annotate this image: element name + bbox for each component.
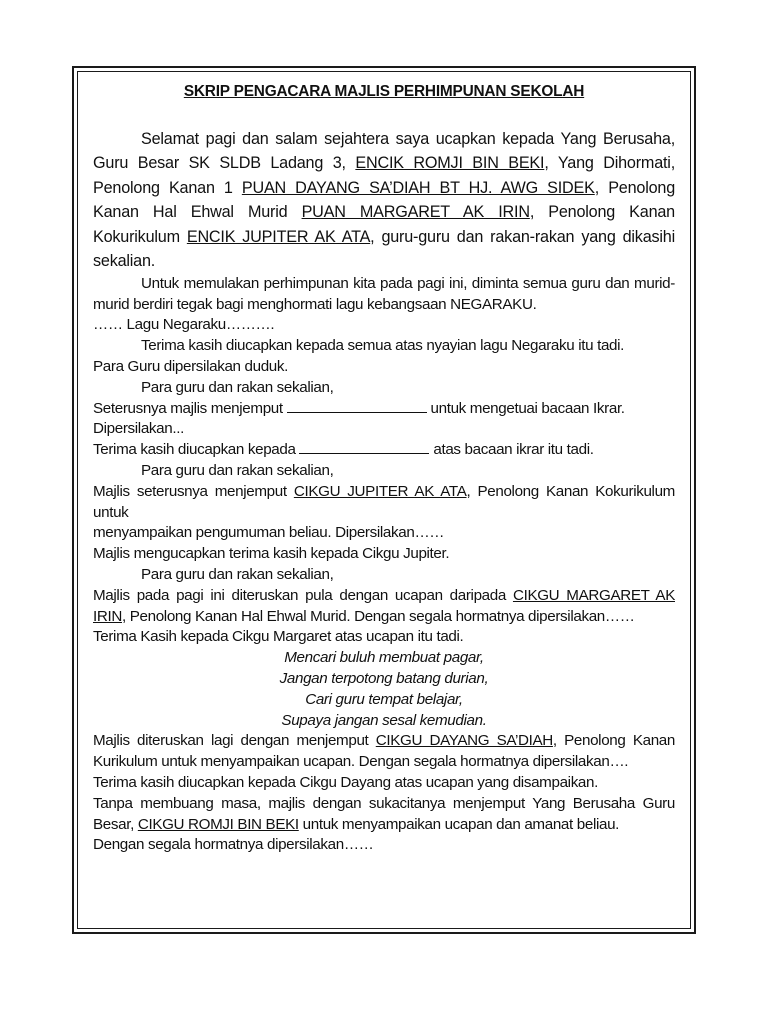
- margaret-text: , Penolong Kanan Hal Ehwal Murid. Dengan segala hormatnya dipersilakan……: [121, 607, 635, 625]
- thanks-text: atas bacaan ikrar itu tadi.: [429, 441, 594, 459]
- ikrar-text: Seterusnya majlis menjemput: [93, 399, 287, 417]
- thanks-ikrar-paragraph: [93, 440, 675, 461]
- document-body: [93, 82, 675, 856]
- opening-text: , Penolong Kanan Kokurikulum: [93, 203, 675, 246]
- paragraph: Para guru dan rakan sekalian,: [141, 378, 334, 396]
- opening-text: , Penolong Kanan Hal Ehwal Murid: [93, 178, 676, 222]
- guru-besar-name: CIKGU ROMJI BIN BEKI: [137, 815, 299, 833]
- paragraph: …… Lagu Negaraku……….: [93, 316, 275, 334]
- jupiter-text: Majlis seterusnya menjemput: [93, 482, 294, 500]
- paragraph: Para guru dan rakan sekalian,: [141, 461, 334, 479]
- pantun-line: Supaya jangan sesal kemudian.: [281, 711, 487, 729]
- paragraph: menyampaikan pengumuman beliau. Dipersilakan……: [93, 524, 445, 542]
- pantun-line: Cari guru tempat belajar,: [305, 690, 463, 708]
- dayang-name: CIKGU DAYANG SA’DIAH: [375, 732, 553, 750]
- ikrar-paragraph: [93, 399, 675, 420]
- paragraph: Untuk memulakan perhimpunan kita pada pagi ini, diminta semua guru dan murid-murid berdiri tegak bagi menghormati lagu kebangsaan NEGARAKU.: [93, 274, 675, 313]
- opening-text: , guru-guru dan rakan-rakan yang dikasihi sekalian.: [93, 227, 675, 271]
- paragraph: Majlis mengucapkan terima kasih kepada Cikgu Jupiter.: [93, 545, 450, 563]
- jupiter-paragraph: [93, 482, 675, 524]
- opening-text: , Yang Dihormati, Penolong Kanan 1: [93, 154, 675, 197]
- guru-besar-name: ENCIK ROMJI BIN BEKI: [355, 154, 545, 173]
- blank-line: [299, 440, 429, 454]
- penolong-kanan-hem-name: PUAN MARGARET AK IRIN: [301, 203, 530, 222]
- paragraph: Terima kasih diucapkan kepada semua atas nyayian lagu Negaraku itu tadi.: [141, 337, 625, 355]
- pantun-line: Jangan terpotong batang durian,: [279, 669, 489, 687]
- margaret-paragraph: [93, 586, 675, 628]
- opening-paragraph: [93, 127, 675, 274]
- paragraph: Dipersilakan...: [93, 420, 184, 438]
- ikrar-text: untuk mengetuai bacaan Ikrar.: [426, 399, 625, 417]
- jupiter-name: CIKGU JUPITER AK ATA: [293, 482, 467, 500]
- blank-line: [287, 399, 427, 413]
- dayang-text: Majlis diteruskan lagi dengan menjemput: [93, 732, 376, 750]
- document-title: SKRIP PENGACARA MAJLIS PERHIMPUNAN SEKOLAH: [183, 83, 585, 100]
- opening-text: Selamat pagi dan salam sejahtera saya ucapkan kepada Yang Berusaha, Guru Besar SK SLDB Ladang 3,: [93, 129, 675, 173]
- guru-besar-text: Tanpa membuang masa, majlis dengan sukacitanya menjemput Yang Berusaha Guru Besar,: [93, 794, 675, 833]
- jupiter-text: , Penolong Kanan Kokurikulum untuk: [93, 482, 675, 521]
- dayang-paragraph: [93, 731, 675, 773]
- paragraph: Para Guru dipersilakan duduk.: [93, 357, 289, 375]
- guru-besar-text: untuk menyampaikan ucapan dan amanat beliau.: [298, 815, 620, 833]
- margaret-name: CIKGU MARGARET AK IRIN: [93, 586, 675, 625]
- pantun-line: Mencari buluh membuat pagar,: [284, 649, 484, 667]
- thanks-text: Terima kasih diucapkan kepada: [93, 441, 300, 459]
- paragraph: Dengan segala hormatnya dipersilakan……: [93, 836, 374, 854]
- margaret-text: Majlis pada pagi ini diteruskan pula dengan ucapan daripada: [93, 586, 513, 604]
- paragraph: Terima kasih diucapkan kepada Cikgu Dayang atas ucapan yang disampaikan.: [93, 773, 598, 791]
- penolong-kanan-koko-name: ENCIK JUPITER AK ATA: [186, 227, 371, 246]
- guru-besar-paragraph: [93, 794, 675, 836]
- dayang-text: , Penolong Kanan Kurikulum untuk menyampaikan ucapan. Dengan segala hormatnya dipersilakan….: [93, 732, 675, 771]
- penolong-kanan-1-name: PUAN DAYANG SA’DIAH BT HJ. AWG SIDEK: [241, 178, 595, 197]
- paragraph: Terima Kasih kepada Cikgu Margaret atas ucapan itu tadi.: [93, 628, 464, 646]
- paragraph: Para guru dan rakan sekalian,: [141, 565, 334, 583]
